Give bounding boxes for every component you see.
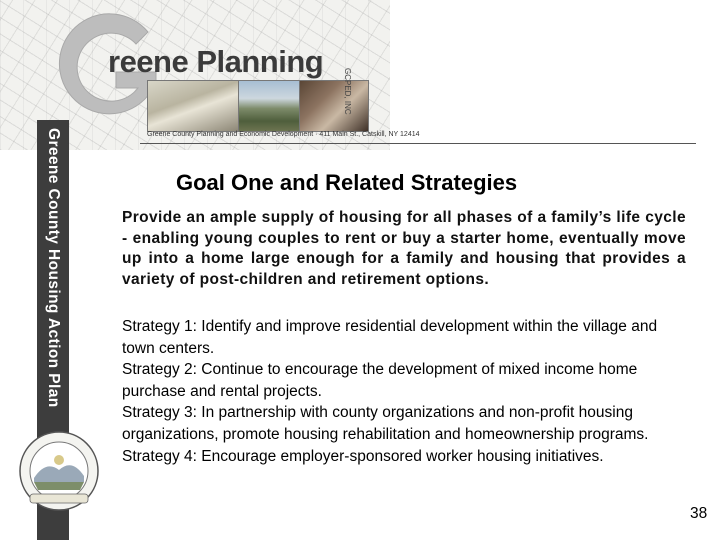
strategy-list [122, 316, 692, 467]
goal-paragraph: Provide an ample supply of housing for all phases of a family’s life cycle - enabling young couples to rent or buy a starter home, eventually move up into a home large enough for a family and housing that provides a variety of post-children and retirement options. [122, 209, 686, 288]
brand-vertical-text: GCPED, INC [343, 68, 352, 115]
sidebar-title: Greene County Housing Action Plan [45, 128, 62, 408]
strategy-item: Strategy 3: In partnership with county organizations and non-profit housing organizations, promote housing rehabilitation and homeownership programs. [122, 404, 649, 443]
header-banner [0, 0, 720, 150]
page-number: 38 [690, 505, 708, 522]
header-divider [140, 143, 696, 144]
slide-title: Goal One and Related Strategies [176, 170, 518, 195]
strategy-item: Strategy 2: Continue to encourage the development of mixed income home purchase and rental projects. [122, 361, 638, 400]
strategy-item: Strategy 4: Encourage employer-sponsored worker housing initiatives. [122, 447, 604, 465]
photo-meeting [299, 80, 369, 132]
photo-landscape [238, 80, 300, 132]
brand-address: Greene County Planning and Economic Development · 411 Main St., Catskill, NY 12414 [147, 131, 420, 138]
photo-rolled-plans [147, 80, 239, 132]
county-seal-icon [18, 430, 100, 512]
brand-title: reene Planning [108, 44, 324, 79]
strategy-item: Strategy 1: Identify and improve residential development within the village and town centers. [122, 318, 658, 357]
